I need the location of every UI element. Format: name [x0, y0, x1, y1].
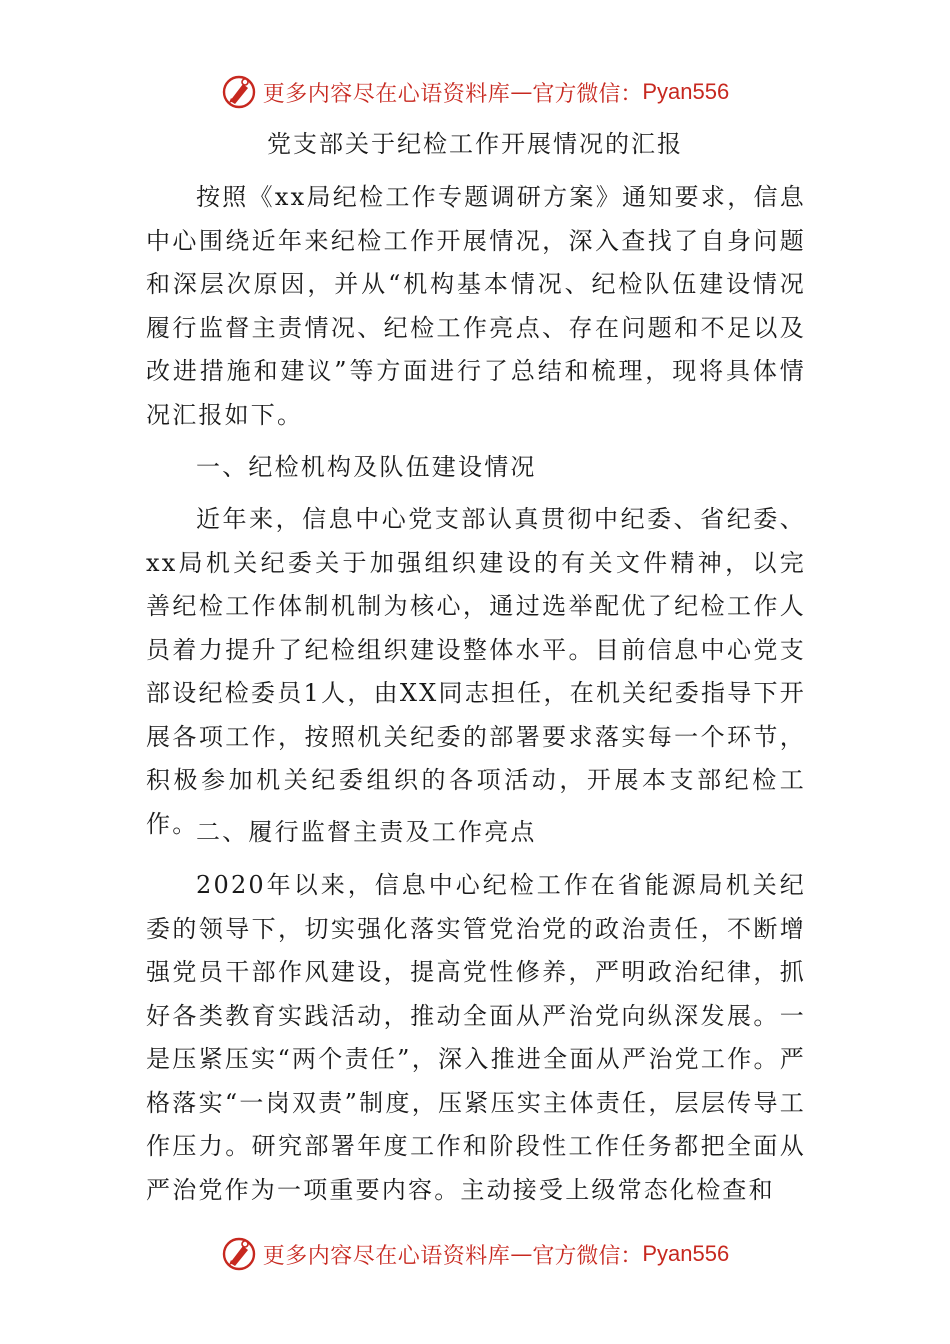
watermark-handle: Pyan556	[642, 1241, 730, 1266]
pen-nib-circle-icon	[221, 1236, 257, 1272]
footer-watermark-banner	[0, 1232, 950, 1276]
watermark-separator: —	[510, 79, 533, 105]
watermark-separator: —	[510, 1241, 533, 1267]
section-1-heading: 一、纪检机构及队伍建设情况	[196, 453, 537, 481]
section-2-paragraph: 2020年以来，信息中心纪检工作在省能源局机关纪委的领导下，切实强化落实管党治党的政治责任，不断增强党员干部作风建设，提高党性修养，严明政治纪律，抓好各类教育实践活动，推动全面从严治党向纵深发展。一是压紧压实“两个责任”，深入推进全面从严治党工作。严格落实“一岗双责”制度，压紧压实主体责任，层层传导工作压力。研究部署年度工作和阶段性工作任务都把全面从严治党作为一项重要内容。主动接受上级常态化检查和	[146, 871, 806, 1204]
header-watermark-banner	[0, 70, 950, 114]
section-1-paragraph: 近年来，信息中心党支部认真贯彻中纪委、省纪委、xx局机关纪委关于加强组织建设的有关文件精神，以完善纪检工作体制机制为核心，通过选举配优了纪检工作人员着力提升了纪检组织建设整体水平。目前信息中心党支部设纪检委员1人，由XX同志担任，在机关纪委指导下开展各项工作，按照机关纪委的部署要求落实每一个环节，积极参加机关纪委组织的各项活动，开展本支部纪检工作。	[146, 505, 806, 838]
watermark-contact-label: 官方微信：	[532, 81, 643, 107]
watermark-text: 更多内容尽在心语资料库	[262, 1243, 511, 1269]
pen-nib-circle-icon	[221, 74, 257, 110]
intro-paragraph: 按照《xx局纪检工作专题调研方案》通知要求，信息中心围绕近年来纪检工作开展情况，深入查找了自身问题和深层次原因，并从“机构基本情况、纪检队伍建设情况履行监督主责情况、纪检工作亮点、存在问题和不足以及改进措施和建议”等方面进行了总结和梳理，现将具体情况汇报如下。	[146, 183, 806, 429]
watermark-handle: Pyan556	[642, 79, 730, 104]
watermark-contact-label: 官方微信：	[532, 1243, 643, 1269]
section-2-heading: 二、履行监督主责及工作亮点	[196, 818, 537, 846]
document-title: 党支部关于纪检工作开展情况的汇报	[267, 130, 683, 158]
watermark-text: 更多内容尽在心语资料库	[262, 81, 511, 107]
